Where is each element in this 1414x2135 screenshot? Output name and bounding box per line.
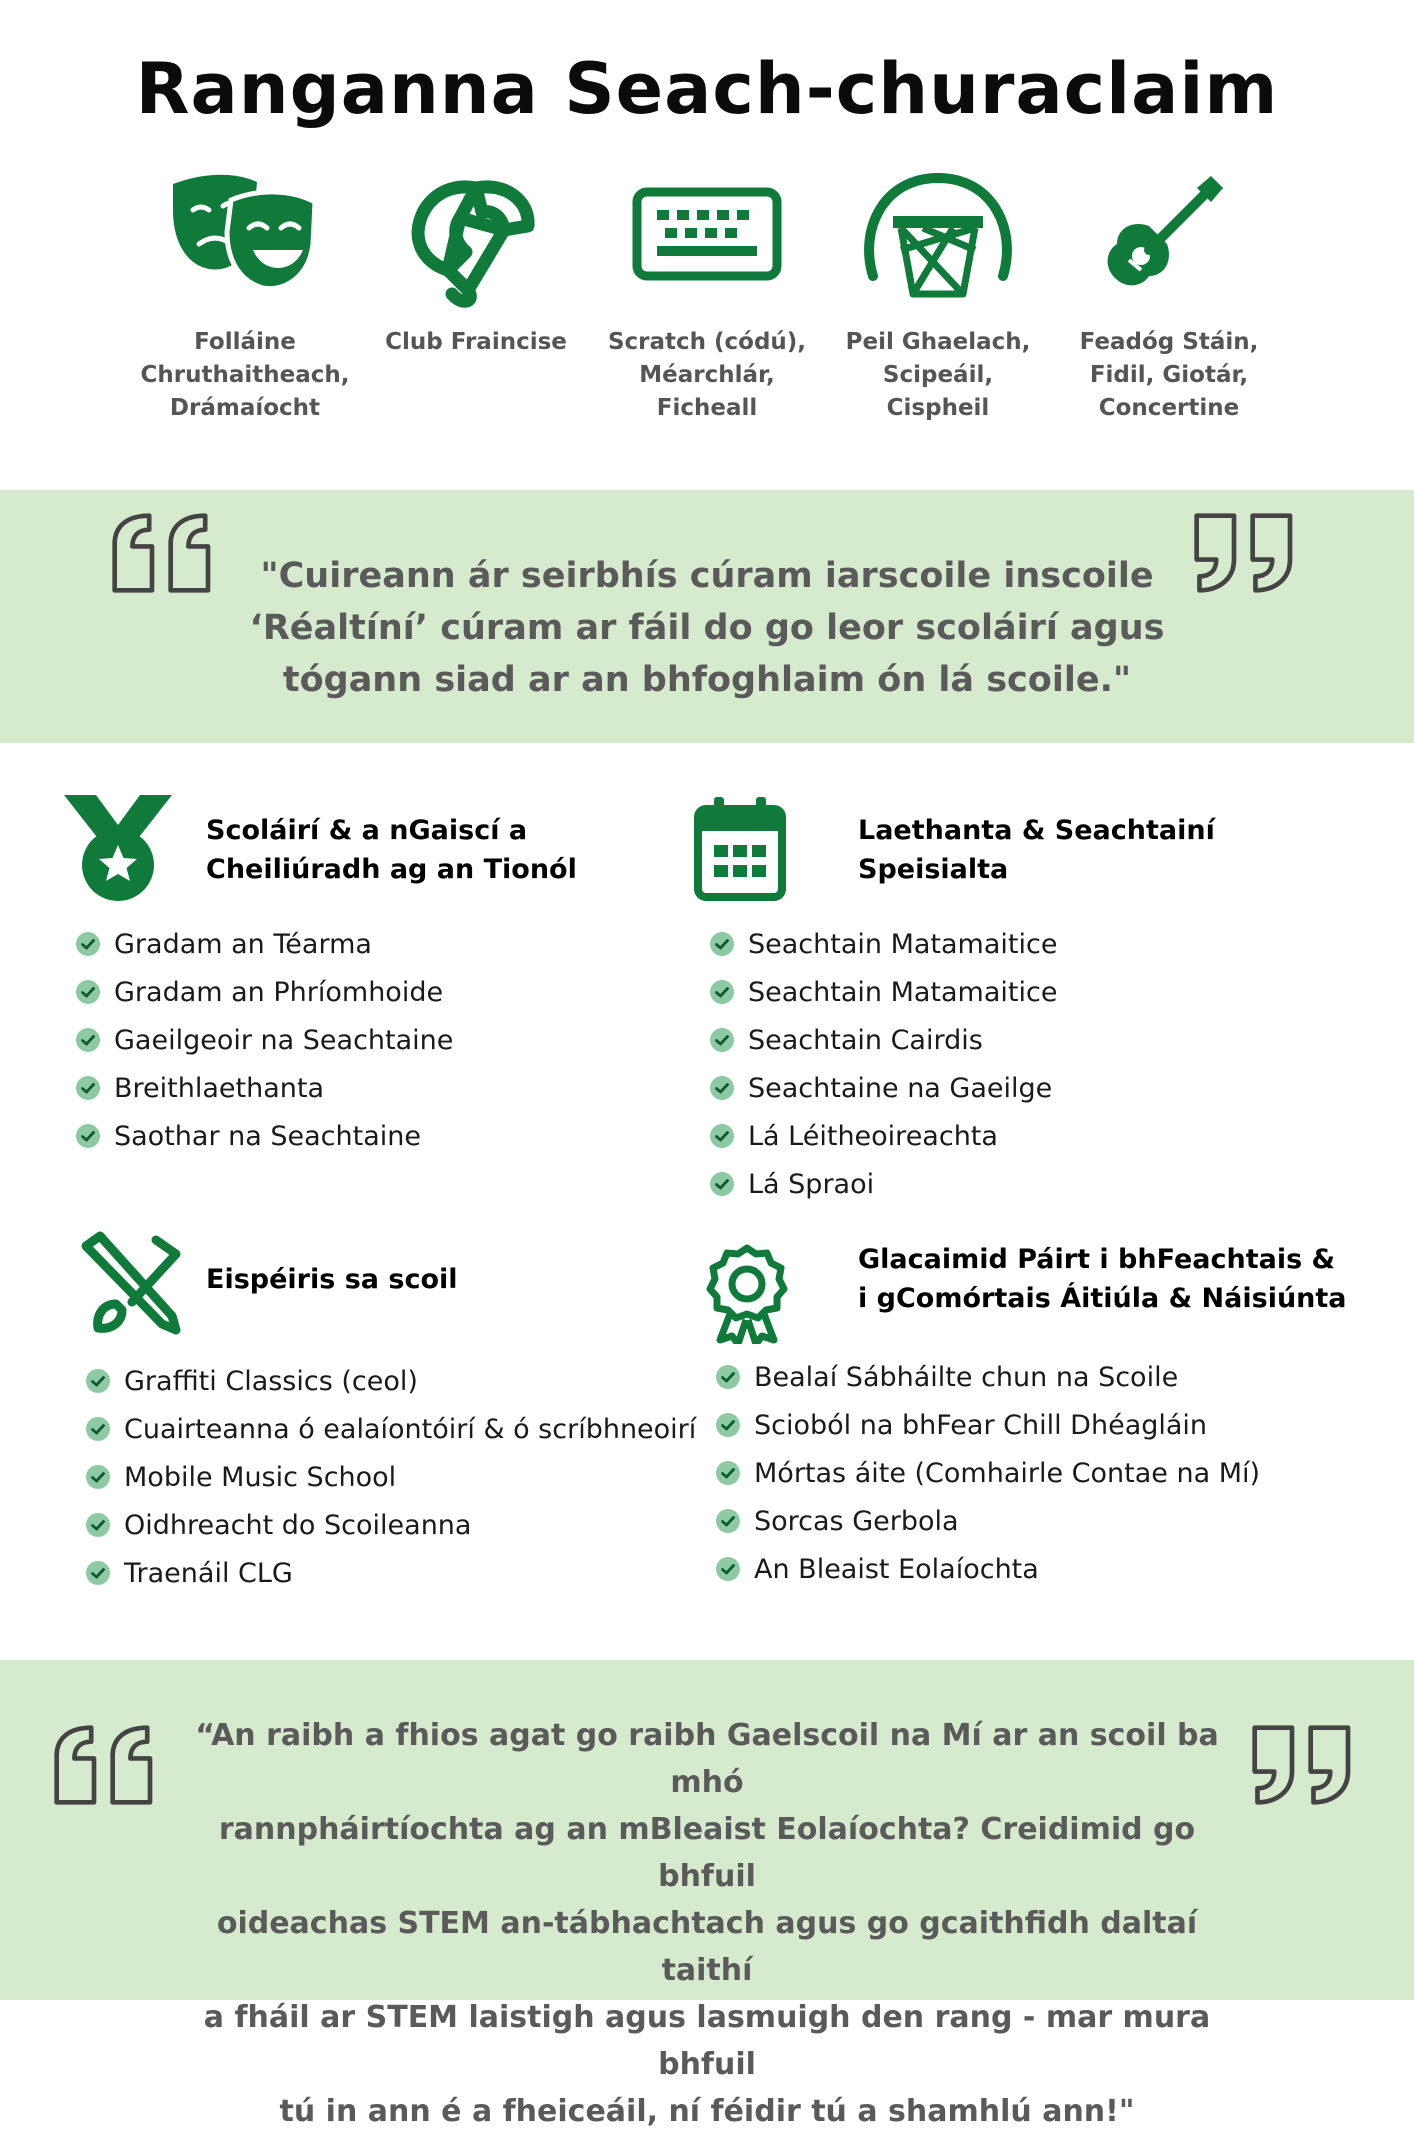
quote-text: "Cuireann ár seirbhís cúram iarscoile inscoile ‘Réaltíní’ cúram ar fáil do go leor scoláirí agus tógann siad ar an bhfoghlaim ón lá scoile." [249, 556, 1165, 700]
list-item: An Bleaist Eolaíochta [716, 1545, 1260, 1593]
activity-label: Feadóg Stáin, Fidil, Giotár, Concertine [1079, 329, 1259, 421]
check-icon [76, 932, 100, 956]
open-quote-icon [110, 510, 222, 596]
section-title-days: Laethanta & Seachtainí Speisialta [858, 815, 1215, 885]
guitar-icon [1089, 170, 1249, 300]
check-icon [86, 1513, 110, 1537]
list-item: Seachtaine na Gaeilge [710, 1064, 1057, 1112]
list-item: Traenáil CLG [86, 1549, 696, 1597]
theater-masks-icon [165, 170, 325, 300]
awards-list [76, 920, 453, 1160]
activity-label: Club Fraincise [385, 329, 567, 355]
list-item: Gaeilgeoir na Seachtaine [76, 1016, 453, 1064]
check-icon [716, 1413, 740, 1437]
activity-coding [592, 170, 822, 425]
list-item: Bealaí Sábháilte chun na Scoile [716, 1353, 1260, 1401]
activity-sports [823, 170, 1053, 425]
section-title-campaigns: Glacaimid Páirt i bhFeachtais & i gComórtais Áitiúla & Náisiúnta [858, 1244, 1347, 1314]
open-quote-icon [52, 1722, 164, 1808]
activity-label: Peil Ghaelach, Scipeáil, Cispheil [845, 329, 1031, 421]
check-icon [710, 1172, 734, 1196]
check-icon [710, 980, 734, 1004]
list-item: Lá Spraoi [710, 1160, 1057, 1208]
list-item: Scioból na bhFear Chill Dhéagláin [716, 1401, 1260, 1449]
section-title-experiences: Eispéiris sa scoil [206, 1264, 458, 1295]
list-item: Mórtas áite (Comhairle Contae na Mí) [716, 1449, 1260, 1497]
check-icon [86, 1561, 110, 1585]
list-item: Oidhreacht do Scoileanna [86, 1501, 696, 1549]
activity-label: Scratch (códú), Méarchlár, Ficheall [607, 329, 807, 421]
activity-music [1054, 170, 1284, 425]
calendar-icon [692, 793, 788, 903]
check-icon [716, 1557, 740, 1581]
campaigns-list [716, 1353, 1260, 1593]
check-icon [716, 1461, 740, 1485]
list-item: Seachtain Matamaitice [710, 920, 1057, 968]
check-icon [86, 1417, 110, 1441]
page-title: Ranganna Seach-churaclaim [135, 48, 1279, 130]
keyboard-icon [627, 170, 787, 300]
check-icon [710, 1124, 734, 1148]
list-item: Seachtain Matamaitice [710, 968, 1057, 1016]
pencil-brush-icon [76, 1230, 186, 1336]
close-quote-icon [1250, 1722, 1362, 1808]
check-icon [86, 1369, 110, 1393]
award-ribbon-icon [702, 1244, 792, 1344]
check-icon [716, 1509, 740, 1533]
quote-band-top [0, 490, 1414, 743]
check-icon [716, 1365, 740, 1389]
list-item: Cuairteanna ó ealaíontóirí & ó scríbhneoirí [86, 1405, 696, 1453]
experiences-list [86, 1357, 696, 1597]
close-quote-icon [1192, 510, 1304, 596]
activity-drama [130, 170, 360, 425]
check-icon [76, 1028, 100, 1052]
check-icon [76, 980, 100, 1004]
check-icon [710, 1076, 734, 1100]
check-icon [76, 1124, 100, 1148]
list-item: Mobile Music School [86, 1453, 696, 1501]
croissant-icon [396, 170, 556, 310]
days-list [710, 920, 1057, 1208]
list-item: Gradam an Phríomhoide [76, 968, 453, 1016]
list-item: Sorcas Gerbola [716, 1497, 1260, 1545]
activity-french-club [361, 170, 591, 359]
check-icon [86, 1465, 110, 1489]
list-item: Gradam an Téarma [76, 920, 453, 968]
activity-label: Folláine Chruthaitheach, Drámaíocht [140, 329, 350, 421]
section-title-awards: Scoláirí & a nGaiscí a Cheiliúradh ag an Tionól [206, 815, 577, 885]
check-icon [76, 1076, 100, 1100]
quote-text: “An raibh a fhios agat go raibh Gaelscoil na Mí ar an scoil ba mhó rannpháirtíochta ag an mBleaist Eolaíochta? Creidimid go bhfuil oideachas STEM an-tábhachtach agus go gcaithfidh daltaí taithí a fháil ar STEM laistigh agus lasmuigh den rang - mar mura bhfuil tú in ann é a fheiceáil, ní féidir tú a shamhlú ann!" [195, 1718, 1219, 2129]
basketball-hoop-icon [853, 170, 1023, 300]
list-item: Seachtain Cairdis [710, 1016, 1057, 1064]
list-item: Lá Léitheoireachta [710, 1112, 1057, 1160]
list-item: Breithlaethanta [76, 1064, 453, 1112]
list-item: Graffiti Classics (ceol) [86, 1357, 696, 1405]
check-icon [710, 932, 734, 956]
list-item: Saothar na Seachtaine [76, 1112, 453, 1160]
quote-band-bottom [0, 1660, 1414, 2129]
medal-icon [62, 793, 174, 903]
check-icon [710, 1028, 734, 1052]
